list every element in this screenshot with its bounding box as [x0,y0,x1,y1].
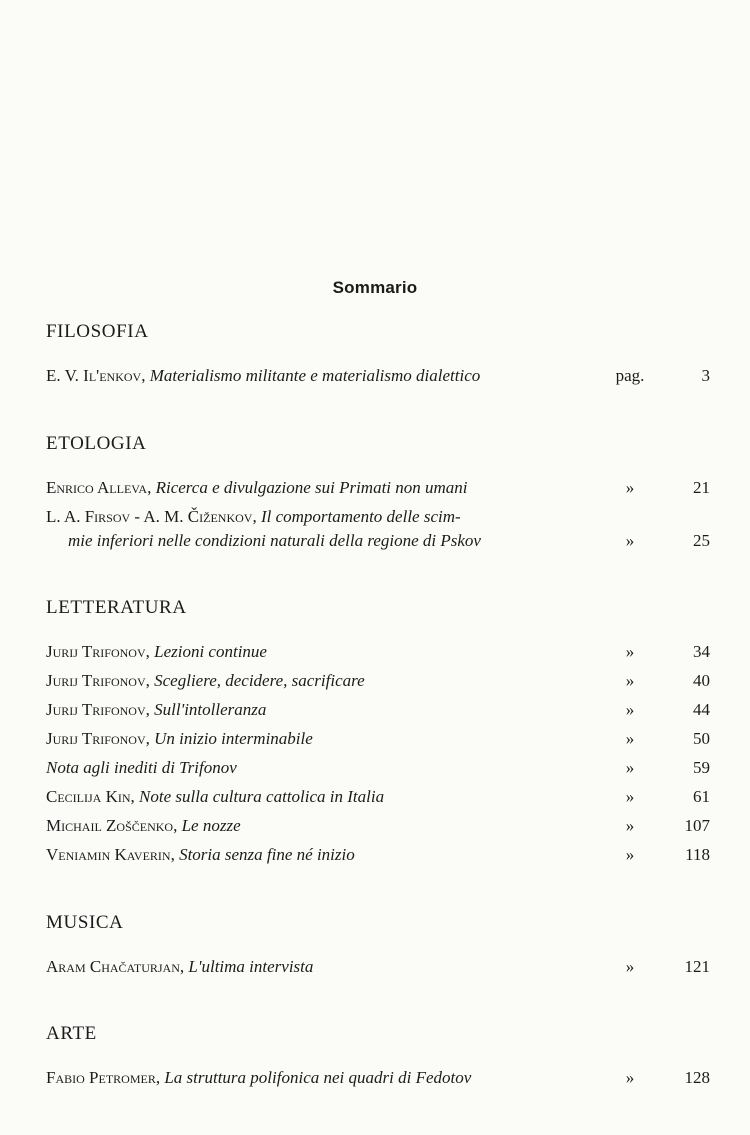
page-number: 21 [693,478,710,497]
entry-author: E. V. Il'enkov [46,366,142,385]
entry-separator: , [252,507,261,526]
entry-author: Aram Chačaturjan [46,957,180,976]
toc-entry [46,785,716,809]
entry-separator: , [173,816,182,835]
entry-title: Sull'intolleranza [154,700,267,719]
page-number: 121 [684,957,710,976]
entry-separator: , [145,642,155,661]
toc-entry [46,698,716,722]
section-arte [46,1022,716,1090]
page-marker: » [625,787,635,806]
section-heading: LETTERATURA [46,597,187,618]
page-marker: » [625,845,635,864]
page-number: 3 [701,366,710,385]
page-marker: » [625,957,635,976]
entry-author: L. A. Firsov - A. M. Čiženkov [46,507,253,526]
page-marker: » [625,1068,635,1087]
entry-title: Un inizio interminabile [154,729,313,748]
entry-title: Note sulla cultura cattolica in Italia [139,787,385,806]
entry-separator: , [170,845,180,864]
page-number: 118 [685,845,710,864]
entry-author: Enrico Alleva [46,478,148,497]
section-heading: MUSICA [46,912,124,933]
entry-title: Storia senza fine né inizio [179,845,355,864]
entry-separator: , [155,1068,165,1087]
toc-entry [46,669,716,693]
entry-title: L'ultima intervista [188,957,314,976]
page-marker: » [625,816,635,835]
page-title: Sommario [332,278,418,297]
toc-entry [46,843,716,867]
section-heading: ARTE [46,1023,97,1044]
entry-title-continued: mie inferiori nelle condizioni naturali della regione di Pskov [68,531,481,550]
page-marker: » [625,671,635,690]
section-etologia [46,432,716,553]
toc-entry [46,756,716,780]
page-number: 128 [684,1068,710,1087]
section-filosofia [46,320,716,388]
toc-entry [46,640,716,664]
entry-title: Materialismo militante e materialismo dialettico [149,366,481,385]
entry-separator: , [145,671,155,690]
entry-title: Ricerca e divulgazione sui Primati non umani [155,478,468,497]
entry-separator: , [147,478,156,497]
entry-title: Nota agli inediti di Trifonov [46,758,237,777]
section-letteratura [46,596,716,867]
entry-title: La struttura polifonica nei quadri di Fedotov [164,1068,472,1087]
entry-title: Il comportamento delle scim- [260,507,461,526]
page-marker: » [625,758,635,777]
page-number: 40 [693,671,710,690]
page-number: 25 [693,531,710,550]
toc-entry [46,505,716,553]
entry-author: Cecilija Kin [46,787,131,806]
entry-separator: , [145,729,155,748]
page-number: 34 [693,642,710,661]
page-marker: » [625,531,635,550]
entry-author: Michail Zoščenko [46,816,174,835]
entry-author: Fabio Petromer [46,1068,156,1087]
toc-entry [46,476,716,500]
entry-author: Jurij Trifonov [46,700,146,719]
page-marker: pag. [615,366,645,385]
page-number: 59 [693,758,710,777]
toc-entry [46,364,716,388]
toc-entry [46,727,716,751]
entry-separator: , [145,700,155,719]
toc-entry [46,814,716,838]
toc-entry [46,955,716,979]
entry-title: Le nozze [181,816,241,835]
section-musica [46,911,716,979]
page-marker: » [625,700,635,719]
page-number: 107 [684,816,710,835]
entry-separator: , [141,366,150,385]
page-marker: » [625,478,635,497]
page-number: 44 [693,700,710,719]
entry-author: Jurij Trifonov [46,671,146,690]
entry-separator: , [179,957,189,976]
entry-title: Lezioni continue [154,642,267,661]
entry-author: Veniamin Kaverin [46,845,171,864]
entry-separator: , [130,787,140,806]
page-number: 50 [693,729,710,748]
page-number: 61 [693,787,710,806]
entry-title: Scegliere, decidere, sacrificare [154,671,365,690]
entry-author: Jurij Trifonov [46,642,146,661]
section-heading: FILOSOFIA [46,321,149,342]
toc-entry [46,1066,716,1090]
entry-author: Jurij Trifonov [46,729,146,748]
section-heading: ETOLOGIA [46,433,147,454]
page-marker: » [625,729,635,748]
page-marker: » [625,642,635,661]
